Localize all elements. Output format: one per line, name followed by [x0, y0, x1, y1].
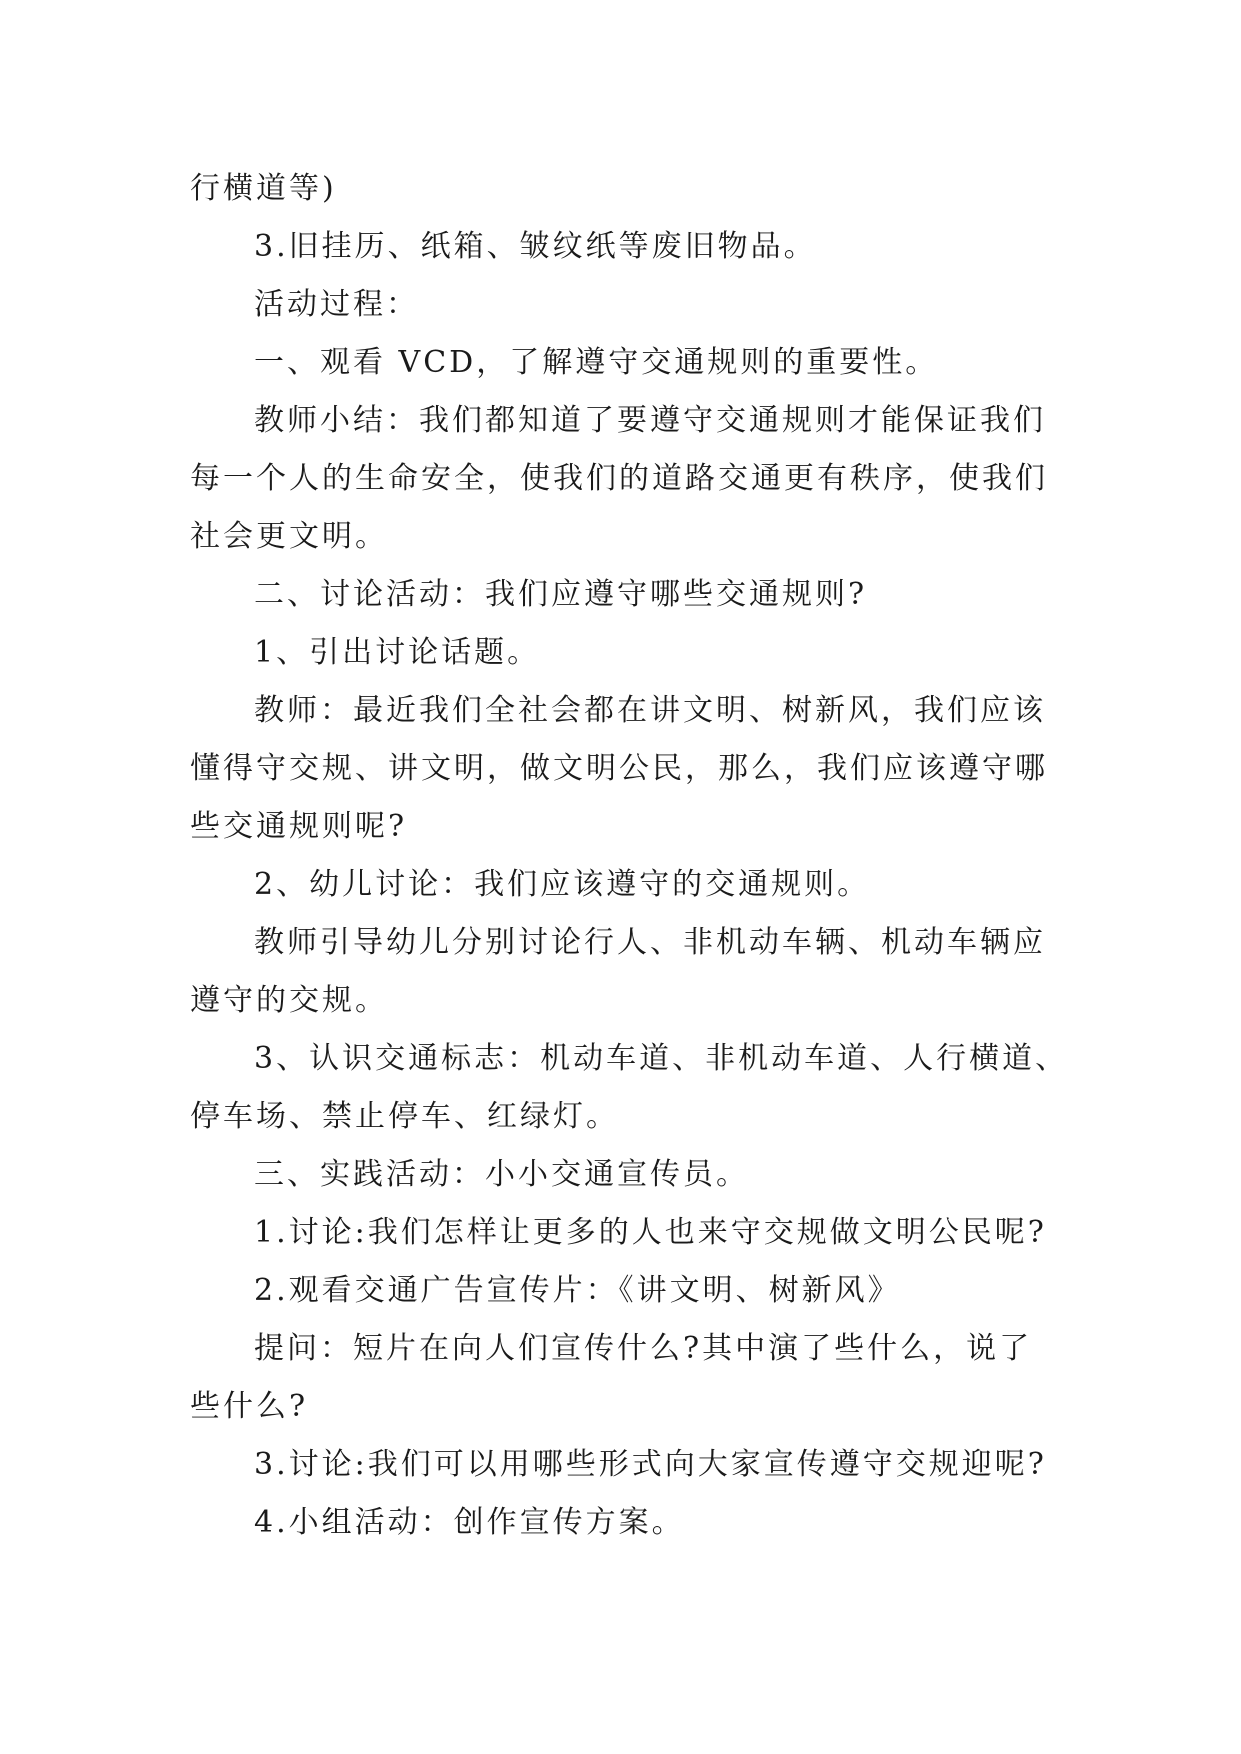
document-body [190, 160, 1069, 1552]
text-line: 停车场、禁止停车、红绿灯。 [190, 1099, 619, 1134]
text-line: 每一个人的生命安全，使我们的道路交通更有秩序，使我们 [190, 461, 1048, 496]
text-line: 些交通规则呢? [190, 809, 408, 844]
text-line: 4.小组活动：创作宣传方案。 [254, 1505, 685, 1540]
text-line: 二、讨论活动：我们应遵守哪些交通规则? [254, 577, 868, 612]
text-line: 1.讨论:我们怎样让更多的人也来守交规做文明公民呢? [254, 1215, 1047, 1250]
text-line: 些什么? [190, 1389, 309, 1424]
text-line: 教师小结：我们都知道了要遵守交通规则才能保证我们 [254, 403, 1046, 438]
text-line: 3.讨论:我们可以用哪些形式向大家宣传遵守交规迎呢? [254, 1447, 1047, 1482]
text-line: 遵守的交规。 [190, 983, 388, 1018]
text-line: 一、观看 VCD，了解遵守交通规则的重要性。 [254, 345, 939, 380]
section-heading: 活动过程： [254, 287, 419, 322]
text-line: 3.旧挂历、纸箱、皱纹纸等废旧物品。 [254, 229, 817, 264]
text-line: 教师引导幼儿分别讨论行人、非机动车辆、机动车辆应 [254, 925, 1046, 960]
text-line: 1、引出讨论话题。 [254, 635, 541, 670]
text-line: 2.观看交通广告宣传片：《讲文明、树新风》 [254, 1273, 901, 1308]
text-line: 行横道等) [190, 171, 337, 206]
text-line: 提问：短片在向人们宣传什么?其中演了些什么，说了 [254, 1331, 1033, 1366]
text-line: 社会更文明。 [190, 519, 388, 554]
text-line: 懂得守交规、讲文明，做文明公民，那么，我们应该遵守哪 [190, 751, 1048, 786]
text-line: 3、认识交通标志：机动车道、非机动车道、人行横道、 [254, 1041, 1069, 1076]
text-line: 三、实践活动：小小交通宣传员。 [254, 1157, 749, 1192]
text-line: 教师：最近我们全社会都在讲文明、树新风，我们应该 [254, 693, 1046, 728]
text-line: 2、幼儿讨论：我们应该遵守的交通规则。 [254, 867, 871, 902]
